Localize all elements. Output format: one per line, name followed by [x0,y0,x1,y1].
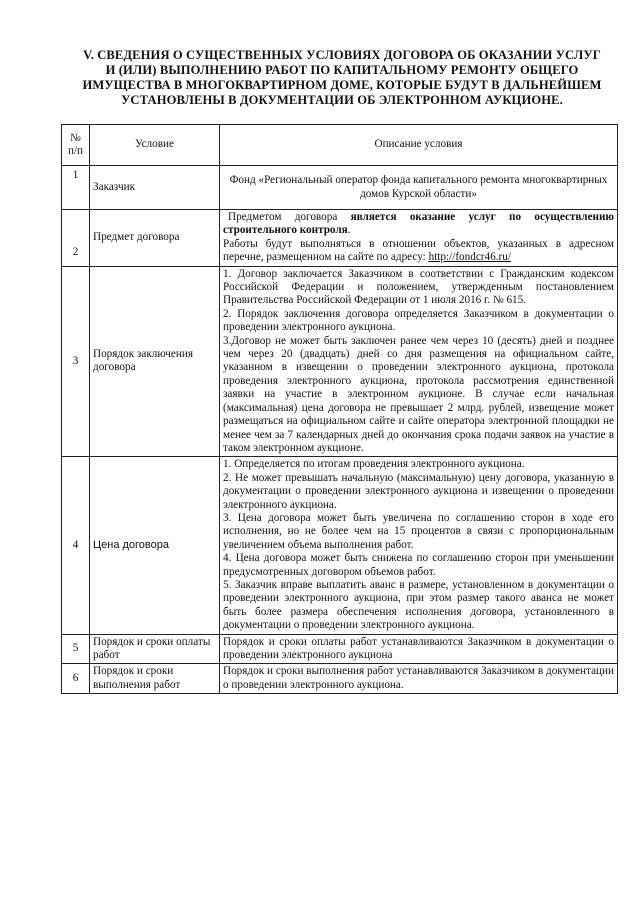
list-item: 1. Определяется по итогам проведения электронного аукциона. [223,458,525,471]
header-number-abbr: п/п [67,145,84,157]
row-description [220,210,618,267]
table-row [62,634,618,664]
row-number: 2 [62,210,90,267]
subject-intro: Предметом договора [228,211,351,223]
subject-paragraph [223,211,614,238]
list-item: 3.Договор не может быть заключен ранее чем через 10 (десять) дней и позднее чем через 20 (двадцать) дней со дня размещения на официальном сайте, указанном в извещении о проведении электронного аукциона, протокола проведения электронного аукциона, протокола рассмотрения единственной заявки на участие в электронном аукционе. В случае если начальная (максимальная) цена договора не превышает 2 млрд. рублей, извещение может размещаться на официальном сайте и сайте оператора электронной площадки не менее чем за 7 календарных дней до окончания срока подачи заявок на участие в таком электронном аукционе. [223,334,614,454]
address-link[interactable]: http://fondcr46.ru/ [428,251,511,264]
row-condition: Порядок и сроки выполнения работ [90,664,220,694]
list-item: 2. Не может превышать начальную (максимальную) цену договора, указанную в документации о проведении электронного аукциона и извещении о проведении электронного аукциона. [223,471,614,511]
title-line-3: ИМУЩЕСТВА В МНОГОКВАРТИРНОМ ДОМЕ, КОТОРЫЕ БУДУТ В ДАЛЬНЕЙШЕМ [82,78,602,92]
table-header-row [62,125,618,166]
conditions-table [61,124,618,694]
title-line-4: УСТАНОВЛЕНЫ В ДОКУМЕНТАЦИИ ОБ ЭЛЕКТРОННОМ АУКЦИОНЕ. [121,93,563,107]
list-item: 3. Цена договора может быть увеличена по соглашению сторон в ходе его исполнения, но не более чем на 15 процентов в связи с пропорциональным увеличением объема выполнения работ. [223,511,614,551]
row-description: Порядок и сроки оплаты работ устанавливаются Заказчиком в документации о проведении электронного аукциона [220,634,618,664]
row-description: Фонд «Региональный оператор фонда капитального ремонта многоквартирных домов Курской области» [220,166,618,210]
header-condition: Условие [90,125,220,166]
table-row [62,266,618,457]
list-item: 4. Цена договора может быть снижена по соглашению сторон при уменьшении предусмотренных договором объемов работ. [223,552,614,578]
row-description: Порядок и сроки выполнения работ устанавливаются Заказчиком в документации о проведении электронного аукциона. [220,664,618,694]
title-line-1: V. СВЕДЕНИЯ О СУЩЕСТВЕННЫХ УСЛОВИЯХ ДОГОВОРА ОБ ОКАЗАНИИ УСЛУГ [83,48,601,62]
row-condition: Порядок и сроки оплаты работ [90,634,220,664]
address-text: Работы будут выполняться в отношении объектов, указанных в адресном перечне, размещенном на сайте по адресу: [223,237,614,264]
row-description [220,266,618,457]
row-condition: Цена договора [90,457,220,634]
row-condition: Порядок заключения договора [90,266,220,457]
header-number-sign: № [70,132,81,144]
list-item: 5. Заказчик вправе выплатить аванс в размере, установленном в документации о проведении электронного аукциона, при этом размер такого аванса не может быть более размера обеспечения исполнения договора, установленного в документации о проведении электронного аукциона. [223,578,614,632]
address-paragraph [223,238,614,265]
table-row [62,210,618,267]
row-description [220,457,618,634]
row-number: 1 [62,166,90,210]
subject-service: оказание услуг по осуществлению строительного контроля [223,211,614,237]
row-number: 6 [62,664,90,694]
row-condition: Заказчик [90,166,220,210]
table-row [62,457,618,634]
page-title [62,48,622,108]
row-condition: Предмет договора [90,210,220,267]
list-item: 1. Договор заключается Заказчиком в соответствии с Гражданским кодексом Российской Федерации и положением, утвержденным постановлением Правительства Российской Федерации от 1 июля 2016 г. № 615. [223,267,614,307]
table-row [62,664,618,694]
row-number: 3 [62,266,90,457]
row-number: 4 [62,457,90,634]
table-row [62,166,618,210]
subject-verb: является [350,211,397,223]
subject-dot: . [347,224,351,237]
header-number [62,125,90,166]
header-description: Описание условия [220,125,618,166]
title-line-2: И (ИЛИ) ВЫПОЛНЕНИЮ РАБОТ ПО КАПИТАЛЬНОМУ РЕМОНТУ ОБЩЕГО [105,63,579,77]
row-number: 5 [62,634,90,664]
list-item: 2. Порядок заключения договора определяется Заказчиком в документации о проведении электронного аукциона. [223,307,614,334]
